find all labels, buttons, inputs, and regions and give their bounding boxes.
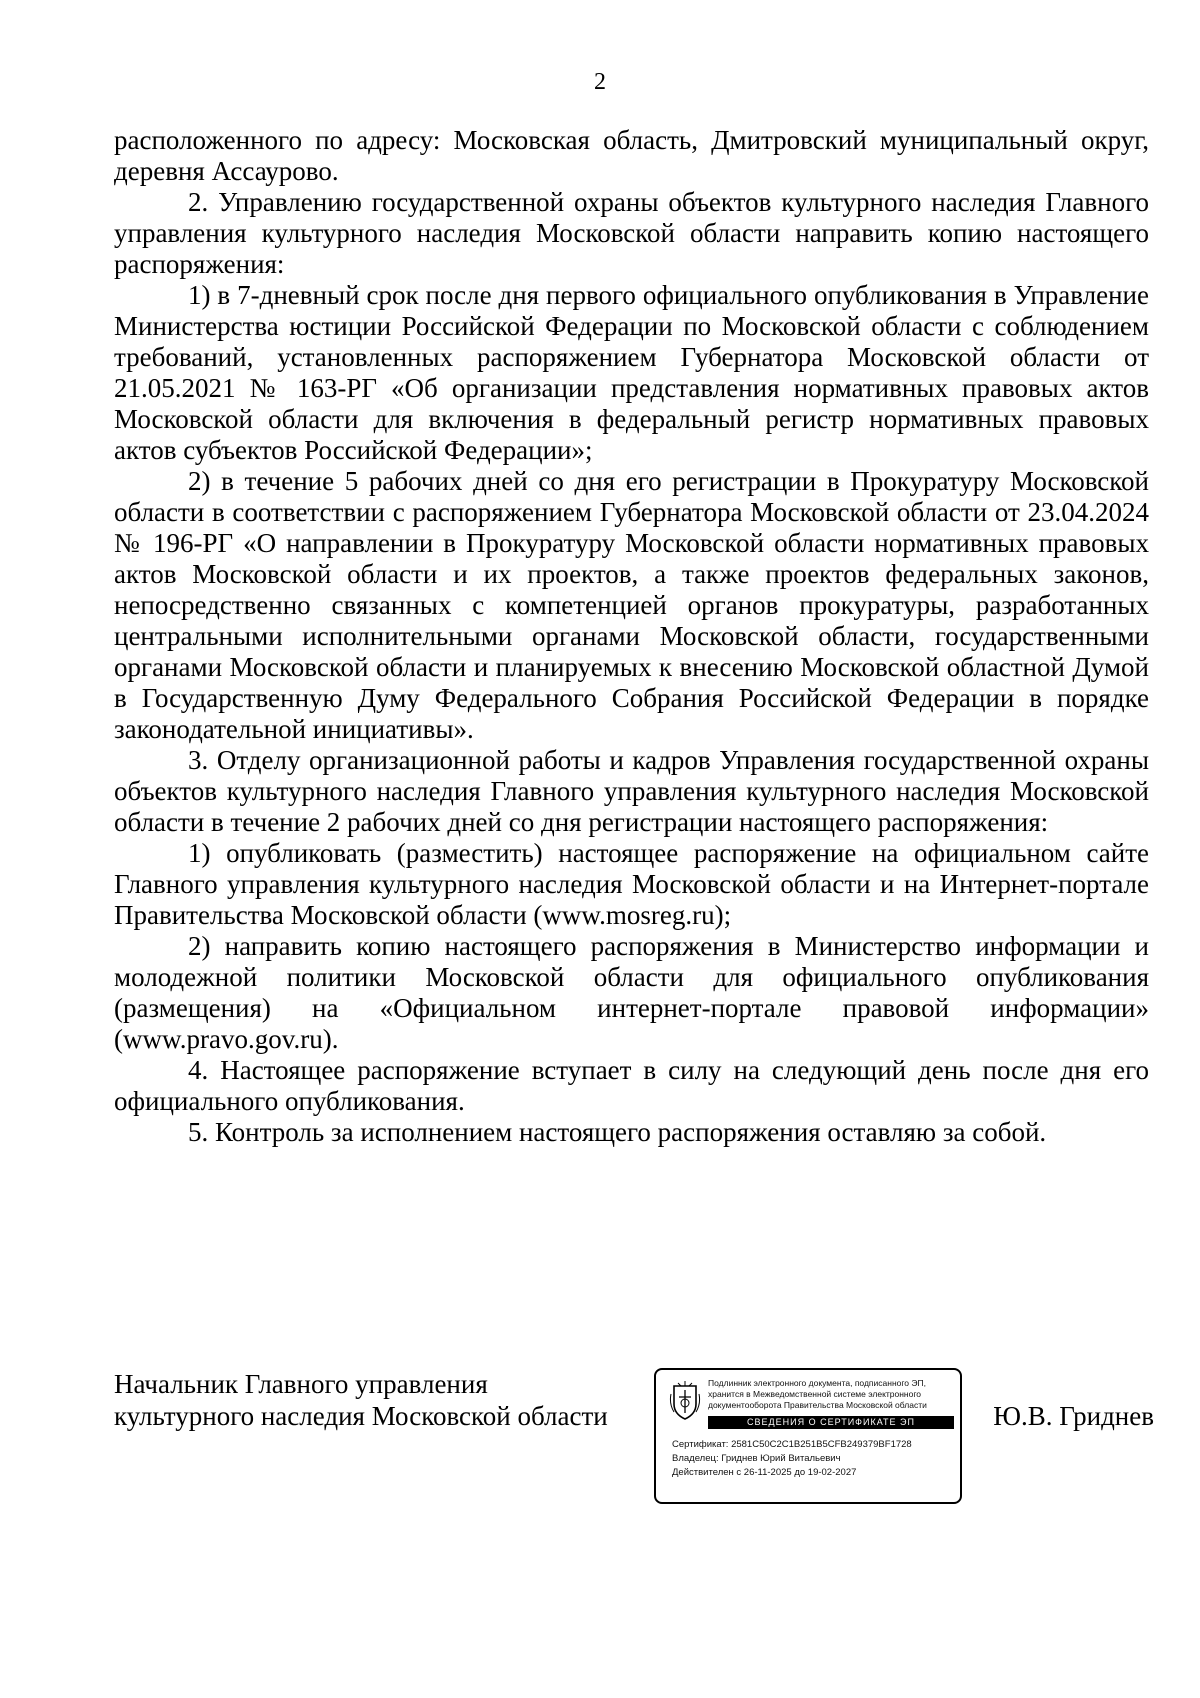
paragraph-item-2-sub-2: 2) в течение 5 рабочих дней со дня его регистрации в Прокуратуру Московской области в соответствии с распоряжением Губернатора Московской области от 23.04.2024 № 196-РГ «О направлении в Прокуратуру Московской области нормативных правовых актов Московской области и их проектов, а также проектов федеральных законов, непосредственно связанных с компетенцией органов прокуратуры, разработанных центральными исполнительными органами Московской области, государственными органами Московской области и планируемых к внесению Московской областной Думой в Государственную Думу Федерального Собрания Российской Федерации в порядке законодательной инициативы». <box>114 466 1149 744</box>
paragraph-item-3: 3. Отделу организационной работы и кадров Управления государственной охраны объектов культурного наследия Главного управления культурного наследия Московской области в течение 2 рабочих дней со дня регистрации настоящего распоряжения: <box>114 745 1149 837</box>
paragraph-item-2: 2. Управлению государственной охраны объектов культурного наследия Главного управления культурного наследия Московской области направить копию настоящего распоряжения: <box>114 187 1149 279</box>
document-body <box>114 125 1149 1148</box>
paragraph-address-continuation: расположенного по адресу: Московская область, Дмитровский муниципальный округ, деревня Ассаурово. <box>114 125 1149 186</box>
stamp-notice-line-3: документооборота Правительства Московской области <box>708 1400 927 1410</box>
paragraph-item-4: 4. Настоящее распоряжение вступает в силу на следующий день после дня его официального опубликования. <box>114 1055 1149 1116</box>
coat-of-arms-icon <box>668 1380 702 1422</box>
electronic-signature-stamp <box>654 1368 962 1504</box>
stamp-owner: Владелец: Гриднев Юрий Витальевич <box>672 1453 841 1464</box>
page-number: 2 <box>594 69 606 95</box>
stamp-notice <box>708 1378 954 1411</box>
stamp-notice-line-2: хранится в Межведомственной системе электронного <box>708 1389 921 1399</box>
paragraph-item-3-sub-1: 1) опубликовать (разместить) настоящее распоряжение на официальном сайте Главного управления культурного наследия Московской области и на Интернет-портале Правительства Московской области (www.mosreg.ru); <box>114 838 1149 930</box>
signatory-position <box>114 1368 654 1432</box>
stamp-header: СВЕДЕНИЯ О СЕРТИФИКАТЕ ЭП <box>708 1416 954 1429</box>
stamp-certificate: Сертификат: 2581C50C2C1B251B5CFB249379BF1728 <box>672 1439 912 1450</box>
stamp-certificate-details <box>672 1438 952 1480</box>
stamp-notice-line-1: Подлинник электронного документа, подписанного ЭП, <box>708 1378 926 1388</box>
signatory-position-line-1: Начальник Главного управления <box>114 1369 488 1399</box>
signatory-name: Ю.В. Гриднев <box>993 1401 1154 1431</box>
stamp-validity: Действителен с 26-11-2025 до 19-02-2027 <box>672 1467 857 1478</box>
signature-block <box>114 1368 1154 1508</box>
signatory-position-line-2: культурного наследия Московской области <box>114 1401 608 1431</box>
paragraph-item-5: 5. Контроль за исполнением настоящего распоряжения оставляю за собой. <box>188 1117 1047 1147</box>
paragraph-item-3-sub-2: 2) направить копию настоящего распоряжения в Министерство информации и молодежной политики Московской области для официального опубликования (размещения) на «Официальном интернет-портале правовой информации» (www.pravo.gov.ru). <box>114 931 1149 1054</box>
paragraph-item-2-sub-1: 1) в 7-дневный срок после дня первого официального опубликования в Управление Министерства юстиции Российской Федерации по Московской области с соблюдением требований, установленных распоряжением Губернатора Московской области от 21.05.2021 № 163-РГ «Об организации представления нормативных правовых актов Московской области для включения в федеральный регистр нормативных правовых актов субъектов Российской Федерации»; <box>114 280 1149 465</box>
